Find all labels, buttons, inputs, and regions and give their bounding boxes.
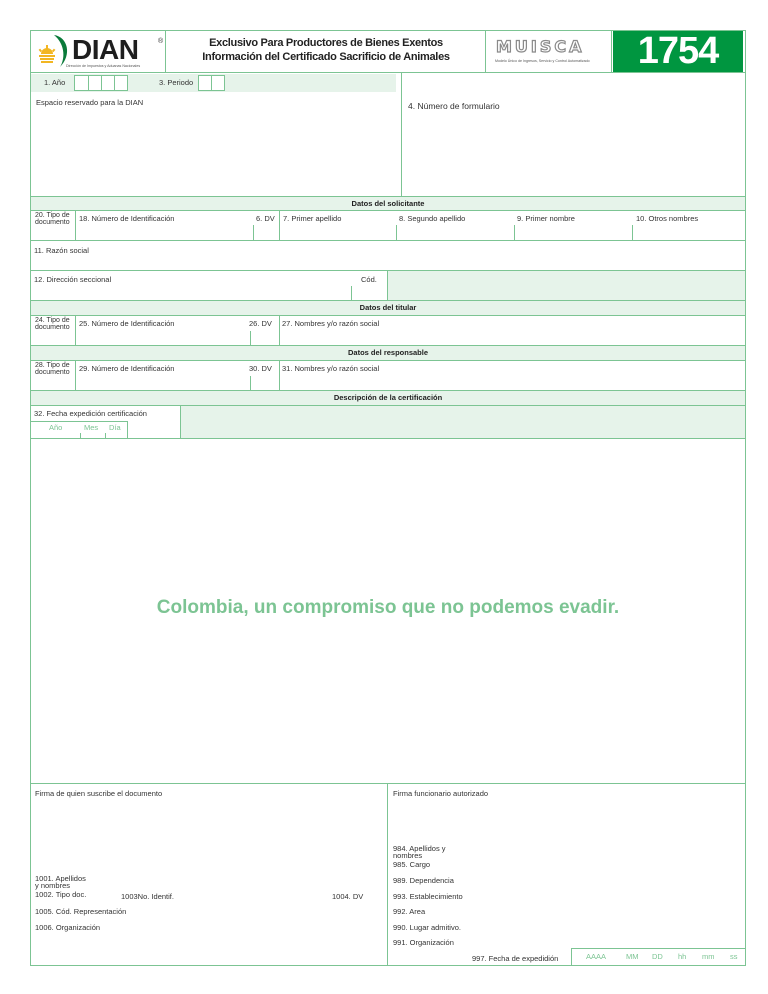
fecha-anio-placeholder: Año [49,423,63,432]
section-responsable [31,345,745,361]
fecha-hh: hh [678,952,687,961]
numero-formulario-field[interactable] [402,73,745,195]
responsable-dv-label: 30. DV [249,364,272,373]
num-id-label: 18. Número de Identificación [79,214,175,223]
form-title [166,36,486,64]
muisca-brand: MUISCA [496,37,585,56]
razon-social-input[interactable] [31,256,745,270]
titular-nombres-input[interactable] [280,331,745,345]
responsable-num-id-label: 29. Número de Identificación [79,364,175,373]
direccion-seccional-input[interactable] [31,285,351,300]
periodo-input[interactable] [198,75,225,91]
fecha-expedicion-label: 997. Fecha de expedidión [472,954,559,963]
section-title: Datos del responsable [347,348,429,357]
titular-num-id-input[interactable] [76,331,250,345]
segundo-apellido-label: 8. Segundo apellido [399,214,466,223]
responsable-tipo-doc-label: 28. Tipo de documento [35,362,70,376]
segundo-apellido-input[interactable] [397,225,514,240]
funcionario-cargo-label: 985. Cargo [393,860,431,869]
responsable-dv-input[interactable] [251,376,279,390]
fecha-ss: ss [730,952,738,961]
section-title: Datos del titular [359,303,417,312]
fecha-mm: MM [626,952,639,961]
funcionario-organizacion-label: 991. Organización [393,938,454,947]
certificacion-shaded [180,406,745,438]
responsable-nombres-input[interactable] [280,376,745,390]
fecha-dd: DD [652,952,663,961]
tipo-doc-label: 20. Tipo de documento [35,212,70,226]
titular-num-id-label: 25. Número de Identificación [79,319,175,328]
form-number: 1754 [637,30,719,72]
numero-formulario-label: 4. Número de formulario [408,101,500,111]
dian-brand: DIAN [72,34,139,65]
titular-dv-label: 26. DV [249,319,272,328]
declarante-no-identif-label: 1003No. Identif. [121,892,174,901]
title-line-1: Exclusivo Para Productores de Bienes Exentos [209,37,443,49]
declarante-cod-representacion-label: 1005. Cód. Representación [35,907,127,916]
funcionario-establecimiento-label: 993. Establecimiento [393,892,463,901]
titular-nombres-label: 27. Nombres y/o razón social [282,319,380,328]
cod-input[interactable] [352,285,387,300]
periodo-label: 3. Periodo [159,78,194,87]
responsable-tipo-doc-input[interactable] [31,376,75,390]
direccion-seccional-label: 12. Dirección seccional [34,275,112,284]
reserved-dian-label: Espacio reservado para la DIAN [36,98,144,107]
funcionario-dependencia-label: 989. Dependencia [393,876,454,885]
funcionario-lugar-label: 990. Lugar admitivo. [393,923,461,932]
declarante-organizacion-label: 1006. Organización [35,923,101,932]
fecha-certificacion-label: 32. Fecha expedición certificación [34,409,147,418]
section-solicitante [31,196,745,211]
section-title: Datos del solicitante [351,199,425,208]
anio-label: 1. Año [44,78,66,87]
funcionario-apellidos-label: 984. Apellidos y nombres [393,844,446,860]
fecha-expedicion-input[interactable] [571,948,746,966]
slogan [31,597,745,619]
seccional-shaded [387,271,745,300]
titular-tipo-doc-label: 24. Tipo de documento [35,317,70,331]
fecha-min: mm [702,952,715,961]
firma-declarante-title: Firma de quien suscribe el documento [35,789,163,798]
firma-funcionario-area[interactable] [388,800,745,842]
fecha-dia-placeholder: Día [109,423,121,432]
declarante-tipo-doc-label: 1002. Tipo doc. [35,890,87,899]
dv-input[interactable] [254,225,279,240]
firma-declarante-area[interactable] [31,800,387,870]
funcionario-area-label: 992. Area [393,907,426,916]
tipo-doc-input[interactable] [31,225,75,240]
section-title: Descripción de la certificación [333,393,443,402]
cod-label: Cód. [361,275,377,284]
section-titular [31,300,745,316]
section-certificacion [31,390,745,406]
num-id-input[interactable] [76,225,253,240]
fecha-mes-placeholder: Mes [84,423,99,432]
responsable-num-id-input[interactable] [76,376,250,390]
registered-mark: ® [158,38,164,45]
razon-social-label: 11. Razón social [34,246,89,255]
muisca-logo [485,30,612,73]
otros-nombres-input[interactable] [633,225,745,240]
declarante-dv-label: 1004. DV [332,892,364,901]
otros-nombres-label: 10. Otros nombres [636,214,699,223]
primer-nombre-label: 9. Primer nombre [517,214,575,223]
slogan-text: Colombia, un compromiso que no podemos evadir. [156,597,620,618]
anio-input[interactable] [74,75,128,91]
dian-subtitle: Dirección de Impuestos y Aduanas Nacionales [66,64,141,68]
titular-tipo-doc-input[interactable] [31,331,75,345]
primer-apellido-label: 7. Primer apellido [283,214,342,223]
primer-apellido-input[interactable] [280,225,396,240]
title-line-2: Información del Certificado Sacrificio de Animales [202,51,450,63]
dian-logo [30,30,166,73]
dv-label: 6. DV [256,214,275,223]
primer-nombre-input[interactable] [515,225,632,240]
declarante-apellidos-label: 1001. Apellidos y nombres [35,874,86,890]
fecha-aaaa: AAAA [586,952,607,961]
responsable-nombres-label: 31. Nombres y/o razón social [282,364,380,373]
firma-funcionario-title: Firma funcionario autorizado [393,789,489,798]
fecha-certificacion-input[interactable] [31,422,128,438]
muisca-subtitle: Modelo Único de Ingresos, Servicio y Control Automatizado [495,59,590,63]
form-number-badge [613,31,743,72]
titular-dv-input[interactable] [251,331,279,345]
